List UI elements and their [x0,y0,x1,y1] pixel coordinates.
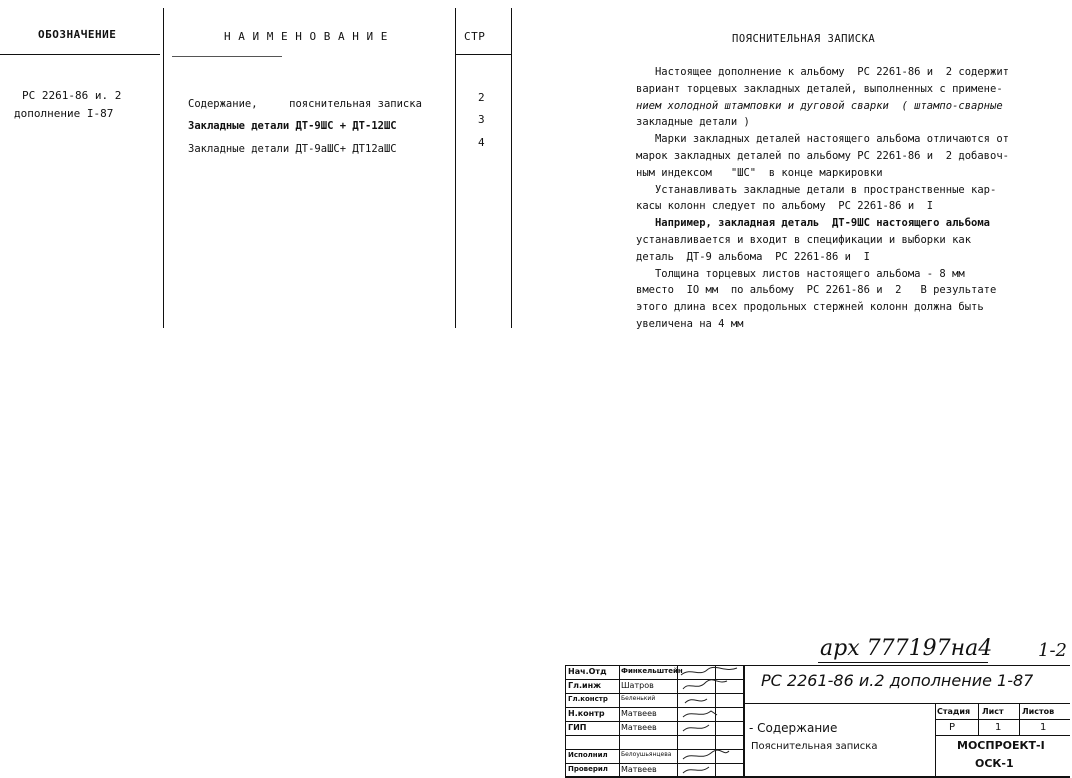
note-line: Марки закладных деталей настоящего альбома отличаются от [636,133,1009,146]
note-line: Настоящее дополнение к альбому РС 2261-86 и 2 содержит [636,66,1009,78]
note-line: Например, закладная деталь ДТ-9ШС настоящего альбома [636,217,991,230]
note-line: устанавливается и входит в спецификации и выборки как [636,233,972,246]
row-page: 3 [478,113,485,126]
document-code: РС 2261-86 и.2 дополнение 1-87 [761,671,1034,690]
organization: МОСПРОЕКТ-I [957,739,1045,752]
note-line: деталь ДТ-9 альбома РС 2261-86 и I [636,250,870,263]
table-row [188,114,397,133]
note-line: касы колонн следует по альбому РС 2261-86 и I [636,200,934,213]
name-header: Н А И М Е Н О В А Н И Е [224,30,388,43]
row-name: Закладные детали ДТ-9ШС + ДТ-12ШС [188,120,397,132]
sheet-value: 1 [995,722,1002,733]
stamp-role: Исполнил [568,751,608,759]
stamp-role: Гл.констр [568,695,608,703]
note-line: увеличена на 4 мм [636,317,744,330]
stamp-name: Финкельштейн [621,667,683,675]
stage-label: Стадия [937,707,971,716]
note-title: ПОЯСНИТЕЛЬНАЯ ЗАПИСКА [732,33,876,45]
stamp-role: ГИП [568,723,587,732]
note-line: Толщина торцевых листов настоящего альбома - 8 мм [636,267,965,280]
note-line: Устанавливать закладные детали в пространственные кар- [636,183,997,196]
header-rule [172,56,282,57]
stamp-name: Беленький [621,695,656,702]
stamp-name: Шатров [621,681,654,690]
sheet-title-2: Пояснительная записка [751,741,878,752]
stamp-role: Н.контр [568,709,605,718]
stage-value: Р [949,722,956,733]
note-line: закладные детали ) [636,116,750,129]
designation-line-1: РС 2261-86 и. 2 [22,89,122,102]
explanatory-note [636,64,1068,333]
stamp-role: Проверил [568,765,608,773]
sheets-value: 1 [1040,722,1047,733]
table-divider [163,8,164,328]
page-mark: 1-2 [1038,640,1067,661]
row-name: Содержание, пояснительная записка [188,98,422,110]
table-row [188,92,422,111]
sheet-title-1: - Содержание [749,721,838,735]
stamp-name: Белоушьянцева [621,751,672,758]
note-line: марок закладных деталей по альбому РС 2261-86 и 2 добавоч- [636,149,1009,162]
table-row [188,137,397,156]
sheets-label: Листов [1022,707,1055,716]
row-name: Закладные детали ДТ-9аШС+ ДТ12аШС [188,143,397,155]
note-line: ным индексом "ШС" в конце маркировки [636,166,883,179]
title-block [565,665,1070,777]
stamp-name: Матвеев [621,723,657,732]
note-line: вариант торцевых закладных деталей, выполненных с примене- [636,82,1003,95]
table-divider [511,8,512,328]
designation-line-2: дополнение I-87 [14,107,114,120]
signatures [677,665,745,777]
note-line: вместо IO мм по альбому РС 2261-86 и 2 В результате [636,284,997,297]
row-page: 2 [478,91,485,104]
department: ОСК-1 [975,757,1014,770]
handwriting-underline [818,662,988,663]
stamp-role: Гл.инж [568,681,602,690]
stamp-role: Нач.Отд [568,667,607,676]
header-rule [456,54,511,55]
row-page: 4 [478,136,485,149]
archive-handwriting: арх 777197на4 [820,636,993,661]
note-line: этого длина всех продольных стержней колонн должна быть [636,301,984,314]
contents-table [0,8,515,328]
designation-header: ОБОЗНАЧЕНИЕ [38,28,117,41]
stamp-name: Матвеев [621,765,657,774]
sheet-label: Лист [982,707,1004,716]
page-header: СТР [464,30,486,43]
table-divider [455,8,456,328]
stamp-name: Матвеев [621,709,657,718]
header-rule [0,54,160,55]
note-line: нием холодной штамповки и дуговой сварки ( штампо-сварные [636,99,1003,112]
